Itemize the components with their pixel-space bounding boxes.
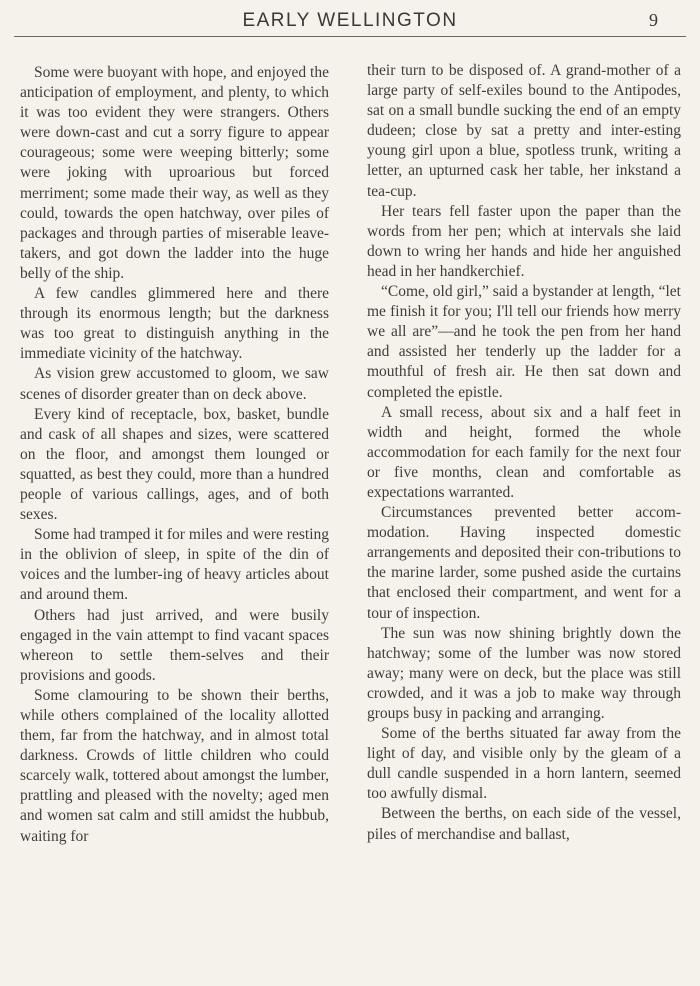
paragraph: Some were buoyant with hope, and enjoyed the anticipation of employment, and plenty, to which it was too evident they were strangers. Others were down-cast and cut a sorry figure to appear courageous; some were weeping bitterly; some were joking with uproarious but forced merriment; some made their way, as well as they could, towards the open hatchway, over piles of packages and through parties of miserable leave-takers, and got down the ladder into the huge belly of the ship.: [20, 64, 329, 282]
paragraph: “Come, old girl,” said a bystander at length, “let me finish it for you; I'll tell our friends how merry we all are”—and he took the pen from her hand and assisted her tenderly up the ladder for a mouthful of fresh air. He then sat down and completed the epistle.: [367, 283, 681, 401]
paragraph: Between the berths, on each side of the vessel, piles of merchandise and ballast,: [367, 805, 681, 843]
paragraph: Every kind of receptacle, box, basket, bundle and cask of all shapes and sizes, were scattered on the floor, and amongst them lounged or squatted, as best they could, more than a hundred people of various callings, ages, and of both sexes.: [20, 405, 329, 524]
page-number: 9: [649, 10, 658, 30]
right-column: [367, 61, 681, 845]
paragraph-continued: their turn to be disposed of. A grand-mother of a large party of self-exiles bound to the Antipodes, sat on a small bundle sucking the end of an empty dudeen; close by sat a pretty and inter-esting young girl upon a blue, spotless trunk, writing a letter, an upturned cask her table, her inkstand a tea-cup.: [367, 62, 681, 200]
paragraph: Others had just arrived, and were busily engaged in the vain attempt to find vacant spaces whereon to settle them-selves and their provisions and goods.: [20, 606, 329, 684]
paragraph: Some clamouring to be shown their berths, while others complained of the locality allotted them, far from the hatchway, and in almost total darkness. Crowds of little children who could scarcely walk, tottered about amongst the lumber, prattling and pleased with the novelty; aged men and women sat calm and still amidst the hubbub, waiting for: [20, 686, 329, 845]
header-rule: [14, 36, 686, 37]
paragraph: A few candles glimmered here and there through its enormous length; but the darkness was too great to distinguish anything in the immediate vicinity of the hatchway.: [20, 285, 329, 363]
paragraph: As vision grew accustomed to gloom, we saw scenes of disorder greater than on deck above.: [20, 365, 329, 403]
paragraph: A small recess, about six and a half feet in width and height, formed the whole accommodation for each family for the next four or five months, clean and comfortable as expectations warranted.: [367, 403, 681, 501]
paragraph: The sun was now shining brightly down the hatchway; some of the lumber was now stored away; many were on deck, but the place was still crowded, and it was a job to make way through groups busy in packing and arranging.: [367, 624, 681, 722]
paragraph: Some of the berths situated far away from the light of day, and visible only by the gleam of a dull candle suspended in a horn lantern, seemed too awfully dismal.: [367, 725, 681, 803]
paragraph: Her tears fell faster upon the paper than the words from her pen; which at intervals she laid down to wring her hands and hide her anguished head in her handkerchief.: [367, 202, 681, 280]
page-header: [0, 0, 700, 38]
left-column: [20, 63, 329, 847]
paragraph: Some had tramped it for miles and were resting in the oblivion of sleep, in spite of the din of voices and the lumber-ing of heavy articles about and around them.: [20, 526, 329, 604]
running-title: EARLY WELLINGTON: [242, 10, 458, 31]
paragraph: Circumstances prevented better accom-modation. Having inspected domestic arrangements and deposited their con-tributions to the marine larder, some pushed aside the curtains that enclosed their compartment, and went for a tour of inspection.: [367, 504, 681, 622]
